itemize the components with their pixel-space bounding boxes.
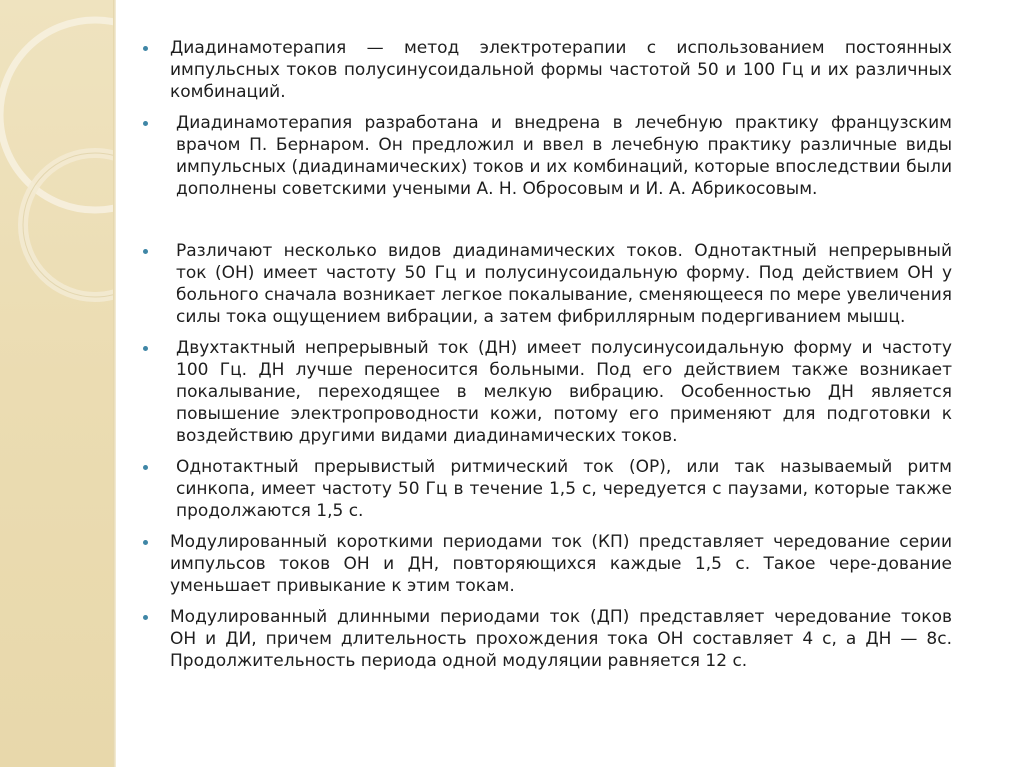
bullet-dot-icon	[143, 540, 148, 545]
bullet-paragraph-6	[130, 531, 952, 597]
bullet-paragraph-3	[130, 240, 952, 328]
band-edge-divider	[113, 0, 116, 767]
paragraph-text: Двухтактный непрерывный ток (ДН) имеет полусинусоидальную форму и частоту 100 Гц. ДН лучше переносится больными. Под его действием также возникает покалывание, переходящее в мелкую вибрацию. Особенностью ДН является повышение электропроводности кожи, потому его применяют для подготовки к воздействию другими видами диадинамических токов.	[176, 338, 952, 446]
slide-bullet-list	[130, 37, 952, 681]
paragraph-text: Диадинамотерапия — метод электротерапии с использованием постоянных импульсных токов полусинусоидальной формы частотой 50 и 100 Гц и их различных комбинаций.	[170, 38, 952, 102]
bullet-paragraph-7	[130, 606, 952, 672]
bullet-dot-icon	[143, 346, 148, 351]
bullet-paragraph-1	[130, 37, 952, 103]
paragraph-text: Различают несколько видов диадинамических токов. Однотактный непрерывный ток (ОН) имеет частоту 50 Гц и полусинусоидальную форму. Под действием ОН у больного сначала возникает легкое покалывание, сменяющееся по мере увеличения силы тока ощущением вибрации, а затем фибриллярным подергиванием мышц.	[176, 241, 952, 327]
bullet-dot-icon	[143, 465, 148, 470]
bullet-paragraph-5	[130, 456, 952, 522]
paragraph-text: Модулированный длинными периодами ток (ДП) представляет чередование токов ОН и ДИ, причем длительность прохождения тока ОН составляет 4 с, а ДН — 8с. Продолжительность периода одной модуляции равняется 12 с.	[170, 607, 952, 671]
bullet-paragraph-2	[130, 112, 952, 200]
bullet-dot-icon	[143, 615, 148, 620]
decorative-side-band	[0, 0, 113, 767]
paragraph-text: Однотактный прерывистый ритмический ток (ОР), или так называемый ритм синкопа, имеет частоту 50 Гц в течение 1,5 с, чередуется с паузами, которые также продолжаются 1,5 с.	[176, 457, 952, 521]
bullet-dot-icon	[143, 46, 148, 51]
paragraph-text: Модулированный короткими периодами ток (КП) представляет чередование серии импульсов токов ОН и ДН, повторяющихся каждые 1,5 с. Такое чере-дование уменьшает привыкание к этим токам.	[170, 532, 952, 596]
decorative-rings-graphic	[0, 0, 113, 767]
bullet-dot-icon	[143, 121, 148, 126]
bullet-paragraph-4	[130, 337, 952, 447]
paragraph-text: Диадинамотерапия разработана и внедрена в лечебную практику французским врачом П. Бернаром. Он предложил и ввел в лечебную практику различные виды импульсных (диадинамических) токов и их комбинаций, которые впоследствии были дополнены советскими учеными А. Н. Обросовым и И. А. Абрикосовым.	[176, 113, 952, 199]
bullet-dot-icon	[143, 249, 148, 254]
